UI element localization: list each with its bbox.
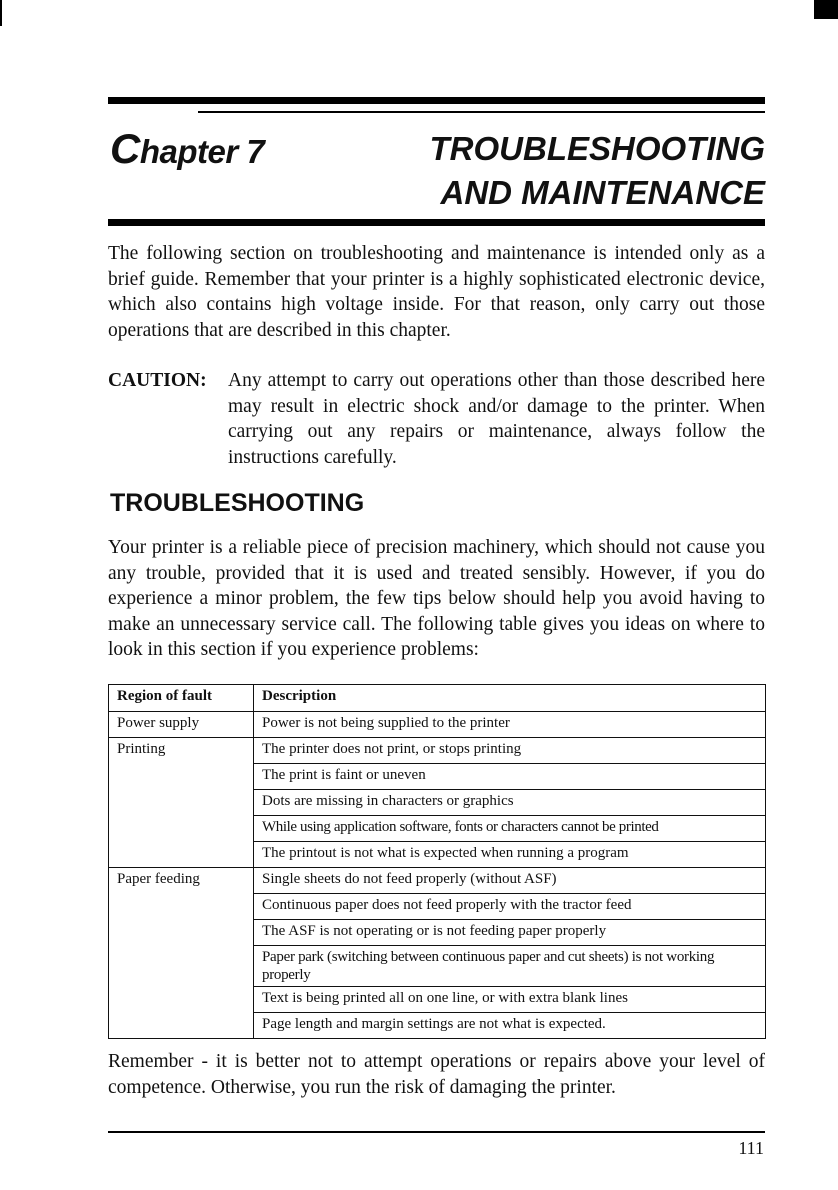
caution-text: Any attempt to carry out operations other than those described here may result in electric shock and/or damage to the printer. When carrying out any repairs or maintenance, always follow the instructions carefully. — [228, 370, 765, 468]
table-row — [109, 868, 766, 894]
description-cell: Single sheets do not feed properly (without ASF) — [254, 868, 766, 894]
description-cell: Page length and margin settings are not what is expected. — [254, 1013, 766, 1039]
description-cell: The printer does not print, or stops printing — [254, 738, 766, 764]
description-cell: The ASF is not operating or is not feeding paper properly — [254, 920, 766, 946]
section-heading: TROUBLESHOOTING — [110, 489, 365, 517]
fault-table — [108, 684, 766, 1039]
description-cell: While using application software, fonts or characters cannot be printed — [254, 816, 766, 842]
intro-paragraph: The following section on troubleshooting and maintenance is intended only as a brief guide. Remember that your printer is a highly sophisticated electronic device, which also contains high voltage inside. For that reason, only carry out those operations that are described in this chapter. — [108, 243, 765, 341]
chapter-title-line2: AND MAINTENANCE — [440, 174, 765, 211]
chapter-label — [110, 125, 264, 173]
scan-corner-mark — [814, 0, 838, 19]
description-cell: The printout is not what is expected when running a program — [254, 842, 766, 868]
description-cell: Continuous paper does not feed properly with the tractor feed — [254, 894, 766, 920]
footer-rule — [108, 1131, 765, 1133]
column-header-region: Region of fault — [109, 685, 254, 712]
region-cell: Paper feeding — [109, 868, 254, 1039]
table-header-row — [109, 685, 766, 712]
description-cell: Dots are missing in characters or graphics — [254, 790, 766, 816]
description-cell: The print is faint or uneven — [254, 764, 766, 790]
chapter-title-line1: TROUBLESHOOTING — [429, 130, 765, 167]
page-number: 111 — [738, 1138, 764, 1158]
header-top-rule — [108, 97, 765, 104]
region-cell: Printing — [109, 738, 254, 868]
description-cell: Paper park (switching between continuous paper and cut sheets) is not working properly — [254, 946, 766, 987]
table-row — [109, 738, 766, 764]
chapter-label-initial: C — [110, 125, 140, 172]
column-header-description: Description — [254, 685, 766, 712]
table-row — [109, 712, 766, 738]
closing-paragraph: Remember - it is better not to attempt operations or repairs above your level of competence. Otherwise, you run the risk of damaging the printer. — [108, 1051, 765, 1098]
section-paragraph: Your printer is a reliable piece of precision machinery, which should not cause you any trouble, provided that it is used and treated sensibly. However, if you do experience a minor problem, the few tips below should help you avoid having to make an unnecessary service call. The following table gives you ideas on where to look in this section if you experience problems: — [108, 537, 765, 660]
chapter-label-rest: hapter 7 — [139, 133, 265, 170]
caution-block — [108, 368, 765, 470]
chapter-title — [430, 127, 766, 215]
description-cell: Text is being printed all on one line, or with extra blank lines — [254, 987, 766, 1013]
scan-edge-mark — [0, 0, 2, 26]
description-cell: Power is not being supplied to the printer — [254, 712, 766, 738]
header-bottom-rule — [108, 219, 765, 226]
region-cell: Power supply — [109, 712, 254, 738]
caution-label: CAUTION: — [108, 370, 207, 391]
header-thin-rule — [198, 111, 765, 113]
